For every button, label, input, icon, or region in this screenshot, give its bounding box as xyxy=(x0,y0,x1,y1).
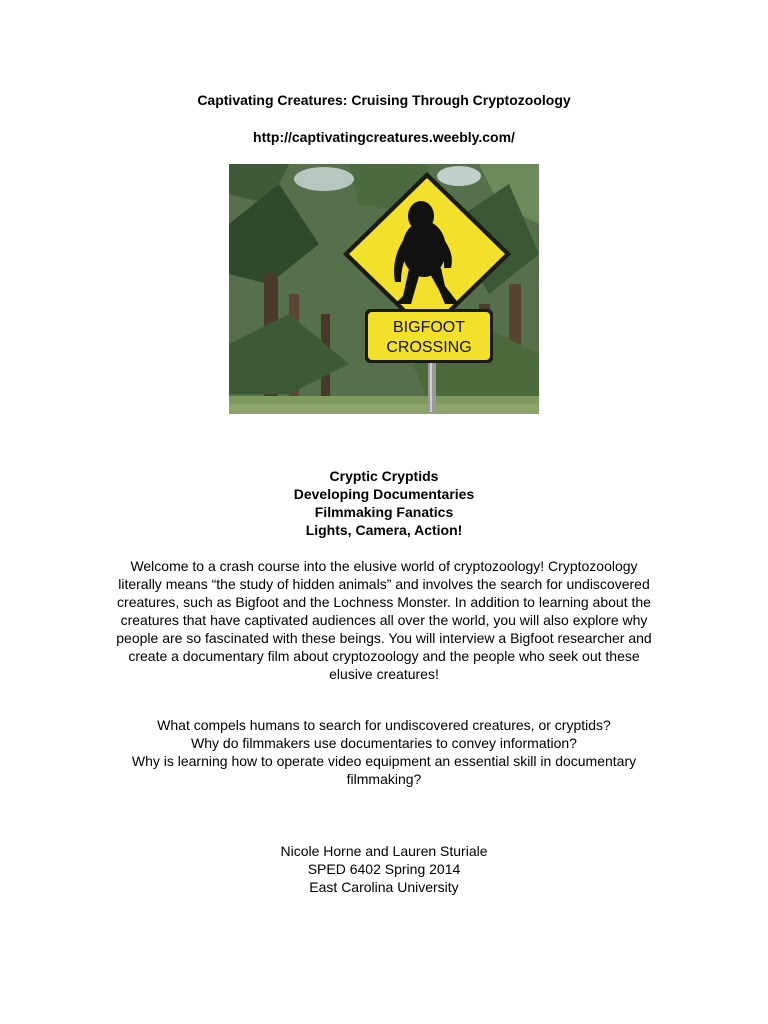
authors: Nicole Horne and Lauren Sturiale xyxy=(280,843,488,859)
heading-line: Developing Documentaries xyxy=(293,486,475,502)
heading-line: Lights, Camera, Action! xyxy=(305,522,463,538)
course: SPED 6402 Spring 2014 xyxy=(307,861,461,877)
website-url: http://captivatingcreatures.weebly.com/ xyxy=(253,129,515,145)
author-credits xyxy=(0,842,768,896)
university: East Carolina University xyxy=(309,879,459,895)
sign-plate-line1: BIGFOOT xyxy=(393,319,465,336)
intro-line: people are so fascinated with these beings. You will interview a Bigfoot researcher and xyxy=(116,630,652,646)
document-title: Captivating Creatures: Cruising Through Cryptozoology xyxy=(197,92,571,108)
essential-questions xyxy=(84,716,684,788)
question-line: filmmaking? xyxy=(346,771,422,787)
bigfoot-crossing-photo xyxy=(229,164,539,414)
intro-line: create a documentary film about cryptozoology and the people who seek out these xyxy=(128,648,640,664)
intro-line: creatures, such as Bigfoot and the Lochness Monster. In addition to learning about the xyxy=(117,594,651,610)
intro-line: Welcome to a crash course into the elusive world of cryptozoology! Cryptozoology xyxy=(130,558,638,574)
intro-line: literally means “the study of hidden animals” and involves the search for undiscovered xyxy=(118,576,650,592)
heading-line: Cryptic Cryptids xyxy=(329,468,439,484)
intro-paragraph xyxy=(84,557,684,683)
heading-line: Filmmaking Fanatics xyxy=(314,504,454,520)
unit-headings xyxy=(0,467,768,539)
question-line: Why is learning how to operate video equipment an essential skill in documentary xyxy=(131,753,637,769)
intro-line: creatures that have captivated audiences all over the world, you will also explore why xyxy=(120,612,648,628)
sign-plate-line2: CROSSING xyxy=(386,339,472,356)
intro-line: elusive creatures! xyxy=(329,666,439,682)
question-line: Why do filmmakers use documentaries to convey information? xyxy=(191,735,577,751)
question-line: What compels humans to search for undiscovered creatures, or cryptids? xyxy=(157,717,611,733)
